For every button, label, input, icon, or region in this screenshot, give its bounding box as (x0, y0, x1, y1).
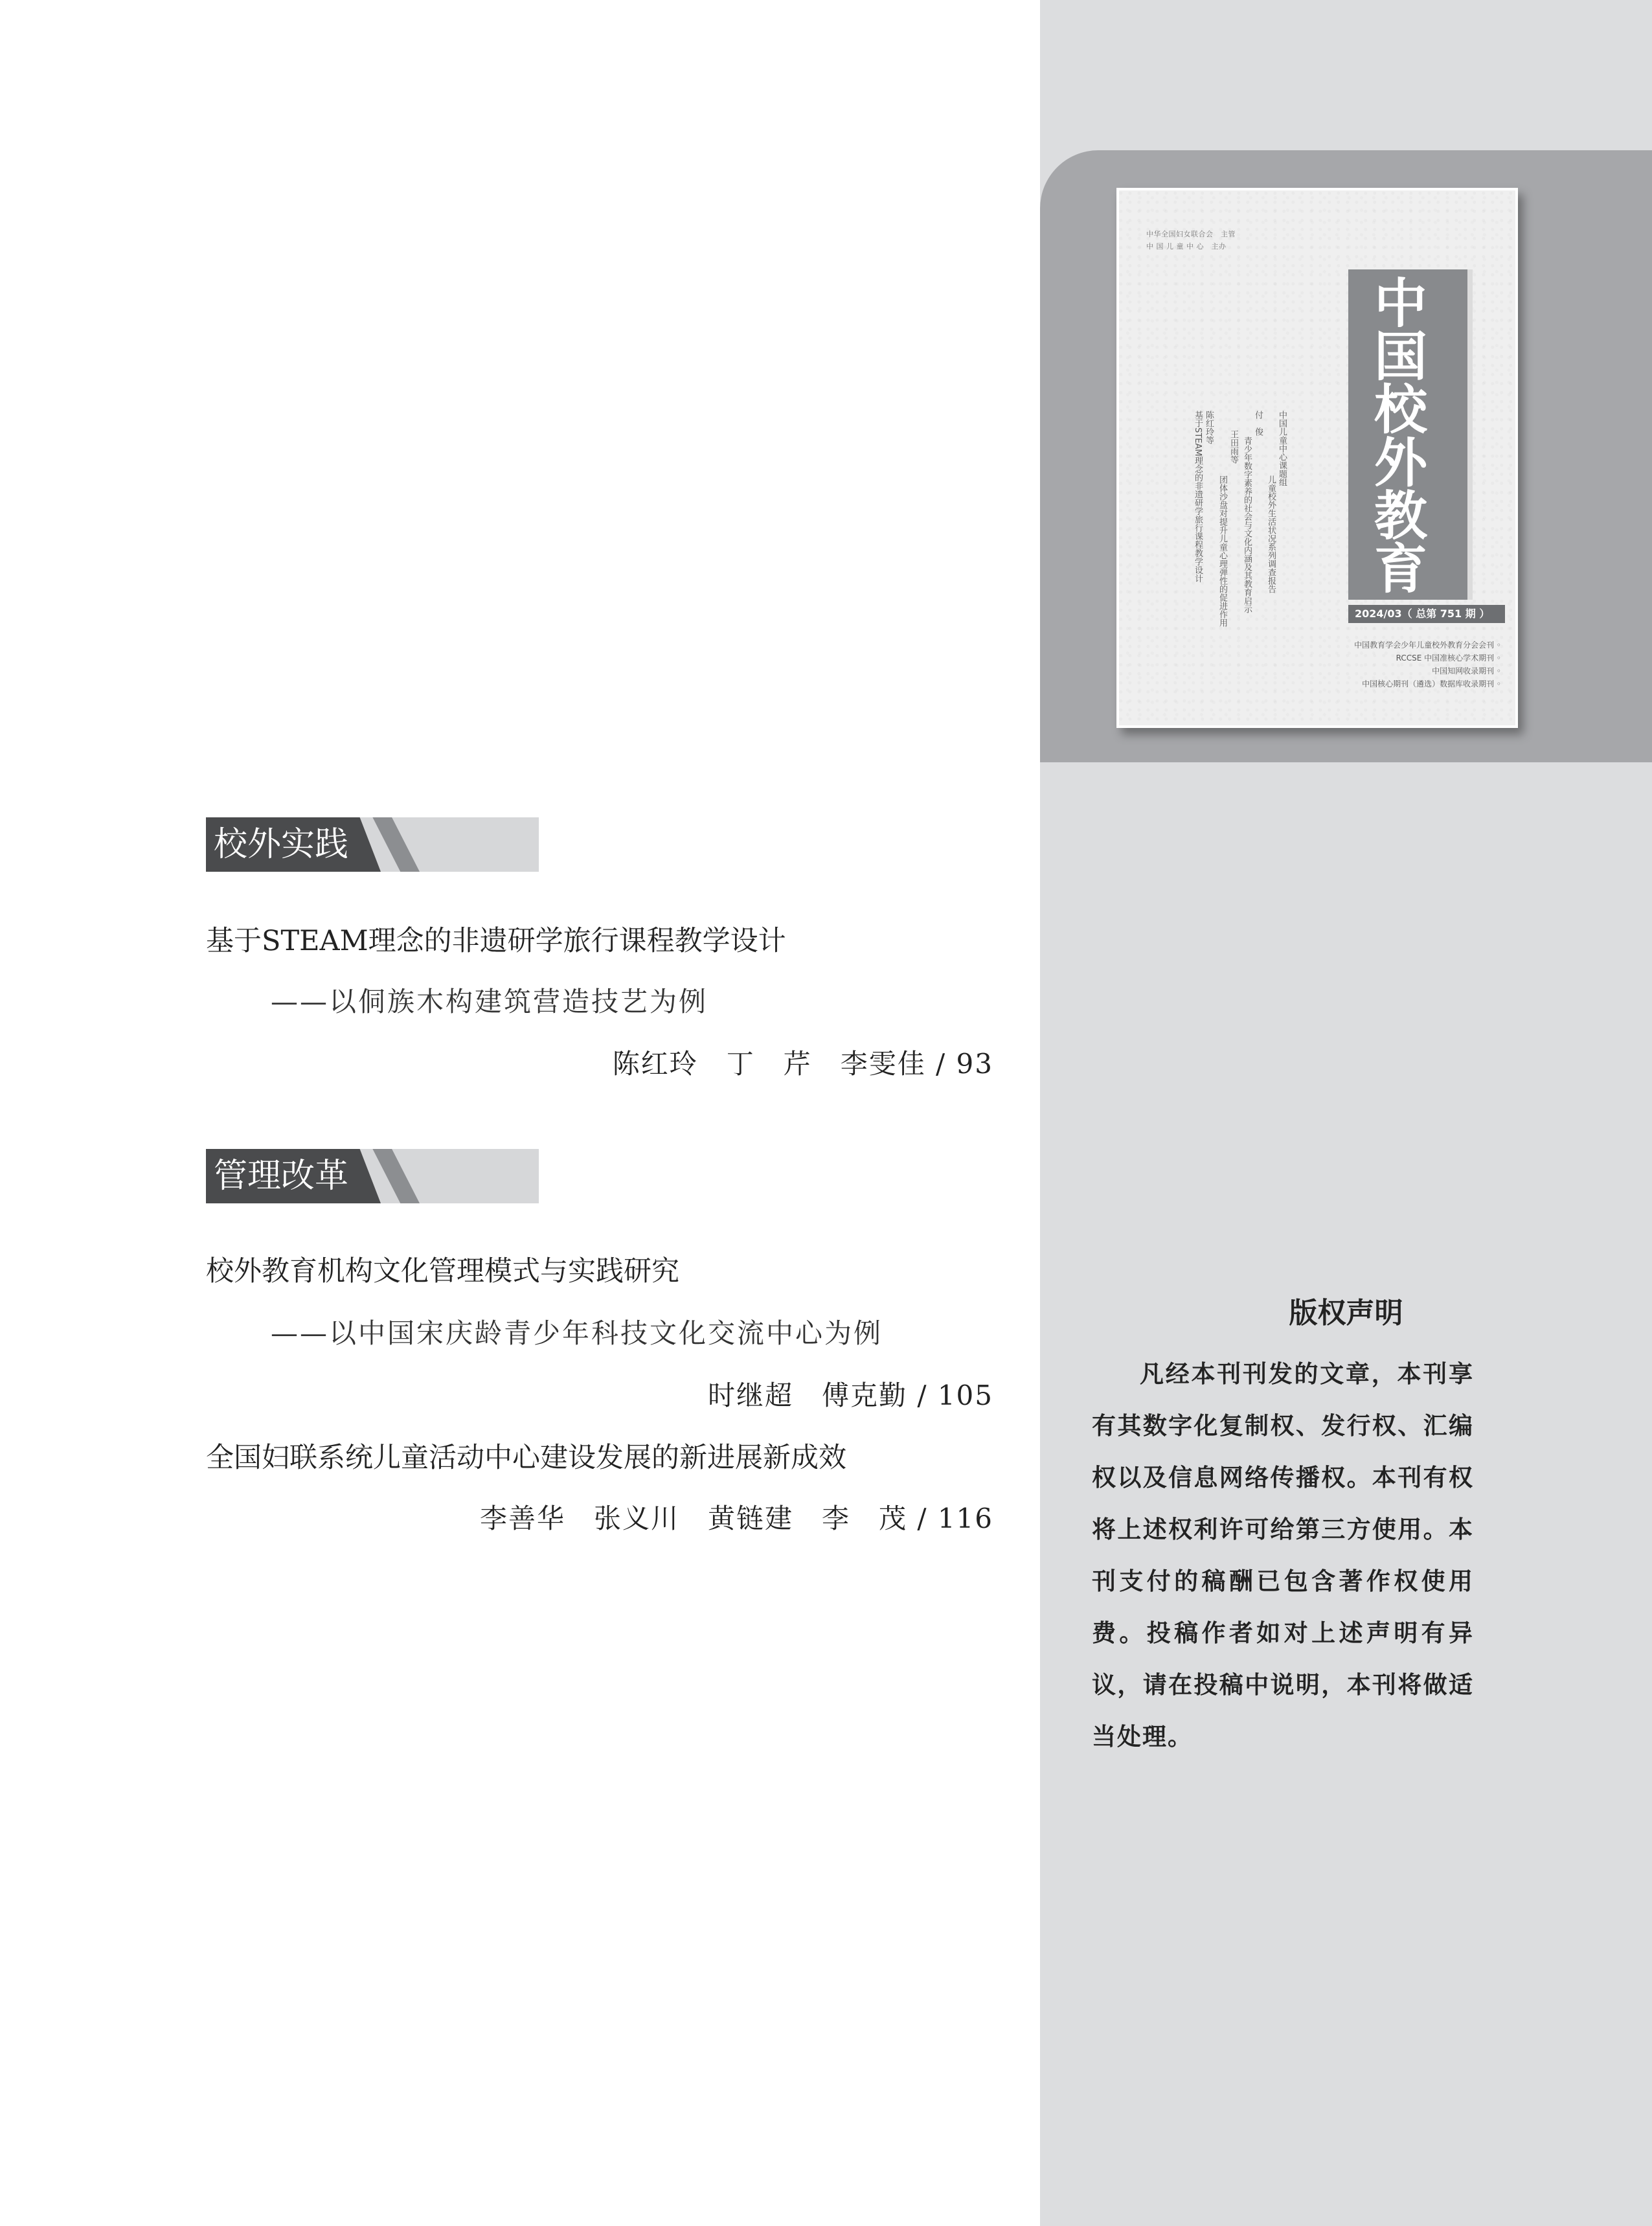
cover-title-char: 中 (1374, 273, 1427, 335)
article-authors-page: 李善华 张义川 黄链建 李 茂 / 116 (479, 1503, 993, 1534)
cover-index-note: RCCSE 中国准核心学术期刊 ◦ (1396, 653, 1501, 663)
cover-title-char: 国 (1374, 326, 1427, 388)
cover-featured-author: 中国儿童中心课题组 (1277, 411, 1287, 486)
section-header-label: 校外实践 (214, 825, 349, 864)
article-title: 校外教育机构文化管理模式与实践研究 (206, 1255, 679, 1288)
article-title: 全国妇联系统儿童活动中心建设发展的新进展新成效 (206, 1442, 846, 1474)
article-subtitle: ——以中国宋庆龄青少年科技文化交流中心为例 (271, 1317, 883, 1349)
section-header-management (206, 1149, 539, 1203)
article-title: 基于STEAM理念的非遗研学旅行课程教学设计 (206, 925, 786, 957)
cover-title (1361, 273, 1440, 600)
cover-publisher-line: 中华全国妇女联合会 主管 (1146, 230, 1236, 238)
cover-featured-author: 付 俊 (1253, 411, 1263, 436)
cover-publisher-line: 中 国 儿 童 中 心 主办 (1146, 242, 1227, 251)
copyright-body: 凡经本刊刊发的文章，本刊享有其数字化复制权、发行权、汇编权以及信息网络传播权。本刊有权将上述权利许可给第三方使用。本刊支付的稿酬已包含著作权使用费。投稿作者如对上述声明有异议，请在投稿中说明，本刊将做适当处理。 (1092, 1360, 1474, 1751)
section-header-practice (206, 817, 539, 872)
cover-featured-author: 王田雨等 (1228, 430, 1238, 464)
cover-index-note: 中国教育学会少年儿童校外教育分会会刊 ◦ (1354, 641, 1501, 650)
cover-title-char: 教 (1374, 485, 1427, 547)
cover-title-char: 校 (1374, 379, 1427, 441)
article-authors-page: 陈红玲 丁 芹 李雯佳 / 93 (612, 1048, 993, 1080)
cover-index-notes (1281, 639, 1501, 690)
cover-featured-text: 儿童校外生活状况系列调查报告 (1266, 475, 1276, 593)
cover-featured-author: 陈红玲等 (1204, 411, 1214, 444)
cover-title-char: 外 (1374, 432, 1427, 494)
section-header-label: 管理改革 (214, 1157, 349, 1196)
cover-featured-text: 青少年数字素养的社会与文化内涵及其教育启示 (1242, 437, 1252, 613)
cover-featured-text: 团体沙盘对提升儿童心理弹性的促进作用 (1217, 475, 1227, 627)
cover-title-box (1348, 269, 1471, 600)
cover-index-note: 中国知网收录期刊 ◦ (1432, 666, 1501, 676)
cover-publisher (1146, 228, 1236, 253)
article-authors-page: 时继超 傅克勤 / 105 (707, 1380, 993, 1411)
magazine-cover (1116, 188, 1518, 728)
article-subtitle: ——以侗族木构建筑营造技艺为例 (271, 986, 708, 1017)
cover-issue: 2024/03（ 总第 751 期 ） (1348, 605, 1505, 623)
cover-index-note: 中国核心期刊（遴选）数据库收录期刊 ◦ (1362, 679, 1501, 688)
cover-stripe (1467, 269, 1473, 600)
cover-featured-text: 基于STEAM理念的非遗研学旅行课程教学设计 (1193, 411, 1203, 583)
copyright-title: 版权声明 (1289, 1297, 1403, 1330)
cover-title-char: 育 (1374, 538, 1427, 600)
